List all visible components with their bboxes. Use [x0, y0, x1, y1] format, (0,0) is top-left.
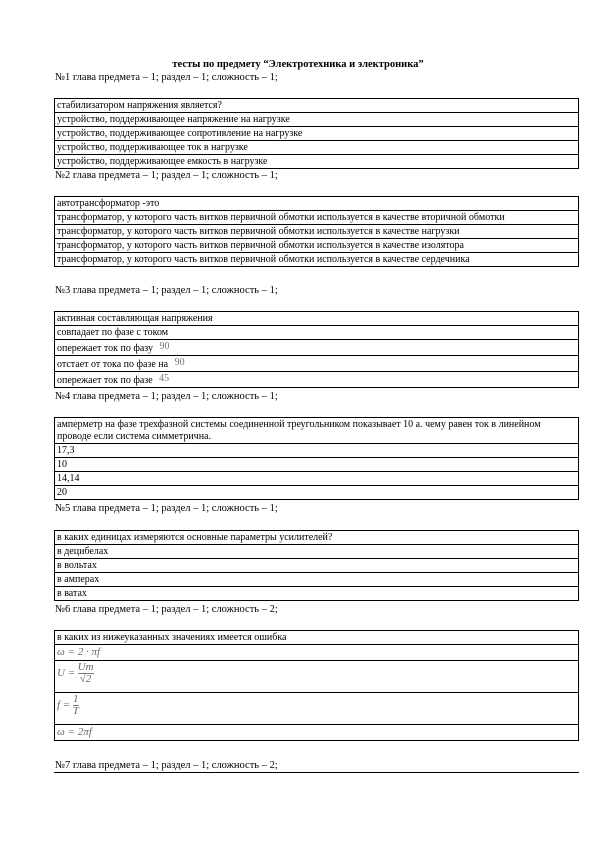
question-4-header: №4 глава предмета – 1; раздел – 1; сложность – 1; [55, 391, 278, 402]
question-text: амперметр на фазе трехфазной системы соединенной треугольником показывает 10 а. чему равен ток в линейном проводе если система симметрична. [55, 418, 579, 444]
fraction-denominator: T [72, 705, 79, 717]
answer-option: 10 [55, 458, 579, 472]
formula-lhs: U = [57, 666, 76, 679]
answer-option [55, 356, 579, 372]
question-7-header: №7 глава предмета – 1; раздел – 1; сложность – 2; [55, 760, 278, 771]
formula-omega: ω = 2πf [57, 726, 92, 738]
fraction-denominator: √2 [79, 673, 92, 685]
question-text: в каких единицах измеряются основные параметры усилителей? [55, 531, 579, 545]
answer-option [55, 340, 579, 356]
answer-option: трансформатор, у которого часть витков первичной обмотки используется в качестве изолятора [55, 239, 579, 253]
answer-option: 14,14 [55, 472, 579, 486]
answer-option: устройство, поддерживающее емкость в нагрузке [55, 155, 579, 169]
page-title: тесты по предмету “Электротехника и электроника” [172, 59, 424, 70]
answer-option [55, 661, 579, 693]
question-3-table [54, 311, 579, 388]
answer-option [55, 725, 579, 741]
question-1-table [54, 98, 579, 169]
answer-option: устройство, поддерживающее ток в нагрузке [55, 141, 579, 155]
answer-option: трансформатор, у которого часть витков первичной обмотки используется в качестве нагрузки [55, 225, 579, 239]
question-text: стабилизатором напряжения является? [55, 99, 579, 113]
answer-option: трансформатор, у которого часть витков первичной обмотки используется в качестве сердечника [55, 253, 579, 267]
question-5-table [54, 530, 579, 601]
answer-option: в ватах [55, 587, 579, 601]
fraction-numerator: Um [77, 661, 94, 673]
formula-fraction [78, 662, 94, 685]
answer-option [55, 693, 579, 725]
question-text: в каких из нижеуказанных значениях имеется ошибка [55, 631, 579, 645]
formula-omega: ω = 2 · πf [57, 646, 101, 658]
table-top-border [54, 772, 579, 773]
question-2-header: №2 глава предмета – 1; раздел – 1; сложность – 1; [55, 170, 278, 181]
question-text: автотрансформатор -это [55, 197, 579, 211]
question-3-header: №3 глава предмета – 1; раздел – 1; сложность – 1; [55, 285, 278, 296]
answer-text: опережает ток по фазу [57, 343, 153, 354]
answer-option [55, 645, 579, 661]
answer-option: совпадает по фазе с током [55, 326, 579, 340]
question-6-table [54, 630, 579, 741]
formula-fraction [73, 694, 79, 717]
question-4-table [54, 417, 579, 500]
question-2-table [54, 196, 579, 267]
answer-option: 17,3 [55, 444, 579, 458]
answer-option: в децибелах [55, 545, 579, 559]
answer-option: устройство, поддерживающее напряжение на нагрузке [55, 113, 579, 127]
answer-option: трансформатор, у которого часть витков первичной обмотки используется в качестве вторичной обмотки [55, 211, 579, 225]
degree-value: 90 [174, 357, 185, 368]
degree-value: 45 [159, 373, 170, 384]
answer-option: устройство, поддерживающее сопротивление на нагрузке [55, 127, 579, 141]
question-text: активная составляющая напряжения [55, 312, 579, 326]
answer-option: в вольтах [55, 559, 579, 573]
formula-lhs: f = [57, 698, 71, 711]
answer-option [55, 372, 579, 388]
degree-value: 90 [159, 341, 170, 352]
answer-option: 20 [55, 486, 579, 500]
question-6-header: №6 глава предмета – 1; раздел – 1; сложность – 2; [55, 604, 278, 615]
answer-text: опережает ток по фазе [57, 375, 153, 386]
fraction-numerator: 1 [73, 693, 79, 705]
question-5-header: №5 глава предмета – 1; раздел – 1; сложность – 1; [55, 503, 278, 514]
answer-text: отстает от тока по фазе на [57, 359, 169, 370]
answer-option: в амперах [55, 573, 579, 587]
question-1-header: №1 глава предмета – 1; раздел – 1; сложность – 1; [55, 72, 278, 83]
